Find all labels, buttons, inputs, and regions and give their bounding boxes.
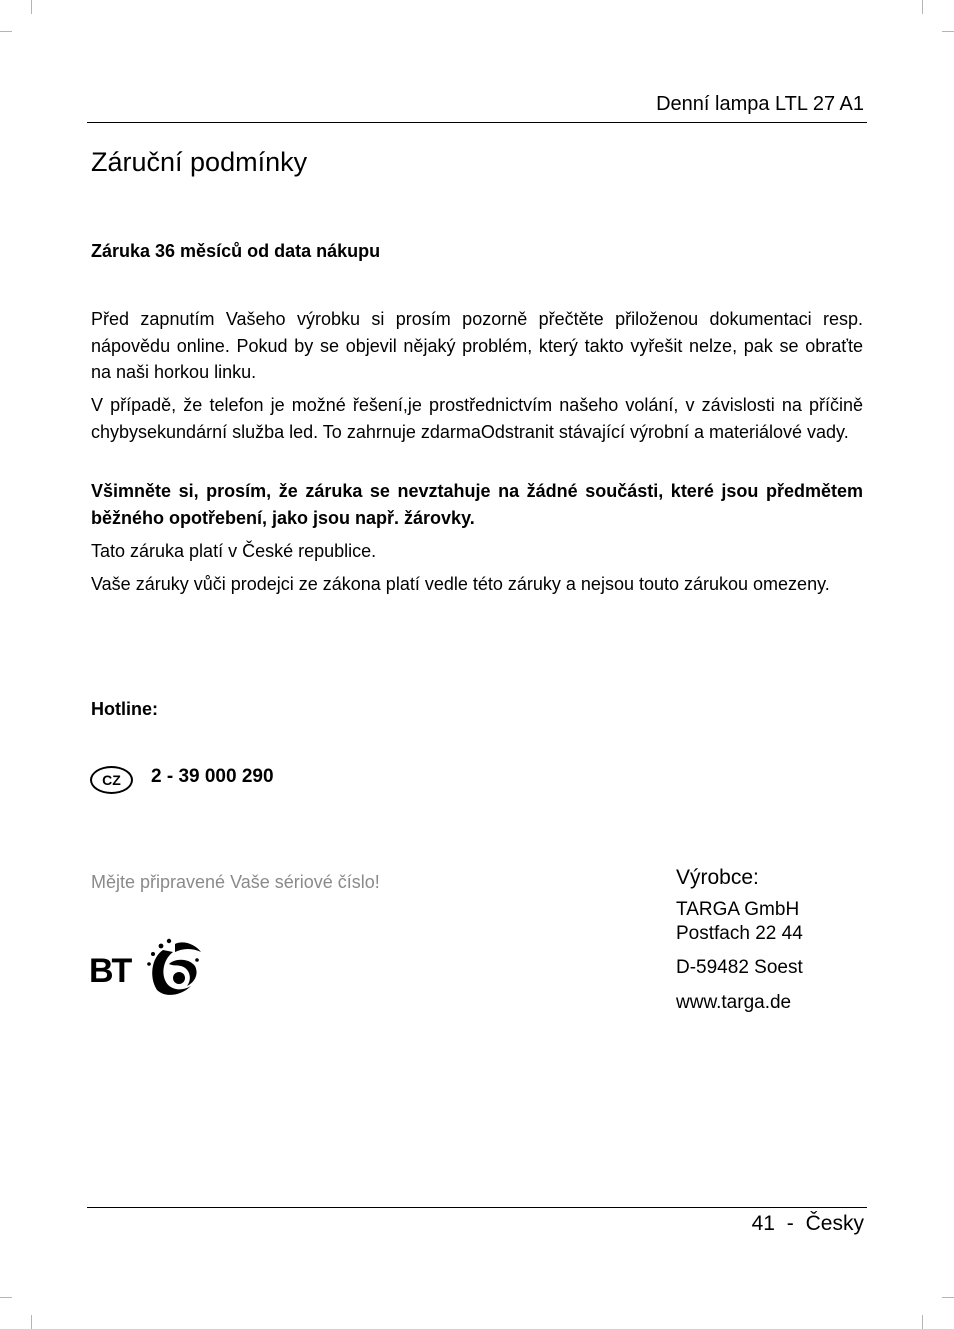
crop-mark: [942, 31, 954, 32]
header-product-title: Denní lampa LTL 27 A1: [656, 93, 864, 115]
footer-divider: [87, 1207, 867, 1208]
footer-separator: -: [786, 1212, 794, 1235]
crop-mark: [31, 0, 32, 14]
paragraph-legal-rights: Vaše záruky vůči prodejci ze zákona platí vedle této záruky a nejsou touto zárukou omezeny.: [91, 574, 830, 594]
crop-mark: [922, 1315, 923, 1329]
crop-mark: [0, 1297, 12, 1298]
serial-number-note: Mějte připravené Vaše sériové číslo!: [91, 872, 380, 892]
bt-logo-text: BT: [89, 952, 131, 990]
crop-mark: [0, 31, 12, 32]
hotline-label: Hotline:: [91, 699, 158, 719]
crop-mark: [922, 0, 923, 14]
bt-logo: [89, 936, 209, 998]
manufacturer-city: D-59482 Soest: [676, 957, 803, 978]
paragraph-service: V případě, že telefon je možné řešení,je prostřednictvím našeho volání, v závislosti na příčině chybysekundární služba led. To zahrnuje zdarmaOdstranit stávající výrobní a materiálové vady.: [91, 395, 863, 442]
manufacturer-label: Výrobce:: [676, 866, 759, 889]
paragraph-intro: Před zapnutím Vašeho výrobku si prosím pozorně přečtěte přiloženou dokumentaci resp. nápovědu online. Pokud by se objevil nějaký problém, který takto vyřešit nelze, pak se obraťte na naši horkou linku.: [91, 309, 863, 382]
manufacturer-po-box: Postfach 22 44: [676, 923, 803, 944]
crop-mark: [31, 1315, 32, 1329]
footer-page-info: [752, 1212, 864, 1236]
country-badge: CZ: [90, 766, 133, 794]
header-divider: [87, 122, 867, 123]
manufacturer-name: TARGA GmbH: [676, 899, 800, 920]
section-title: Záruční podmínky: [91, 147, 308, 177]
bt-globe-icon: [147, 939, 201, 995]
hotline-number: 2 - 39 000 290: [151, 766, 274, 787]
manufacturer-website: www.targa.de: [676, 992, 792, 1013]
paragraph-wear-parts: Všimněte si, prosím, že záruka se nevztahuje na žádné součásti, které jsou předmětem běžného opotřebení, jako jsou např. žárovky.: [91, 481, 863, 528]
crop-mark: [942, 1297, 954, 1298]
warranty-subheading: Záruka 36 měsíců od data nákupu: [91, 241, 381, 261]
page-number: 41: [751, 1212, 775, 1235]
paragraph-country: Tato záruka platí v České republice.: [91, 541, 377, 561]
footer-language: Česky: [805, 1212, 864, 1235]
